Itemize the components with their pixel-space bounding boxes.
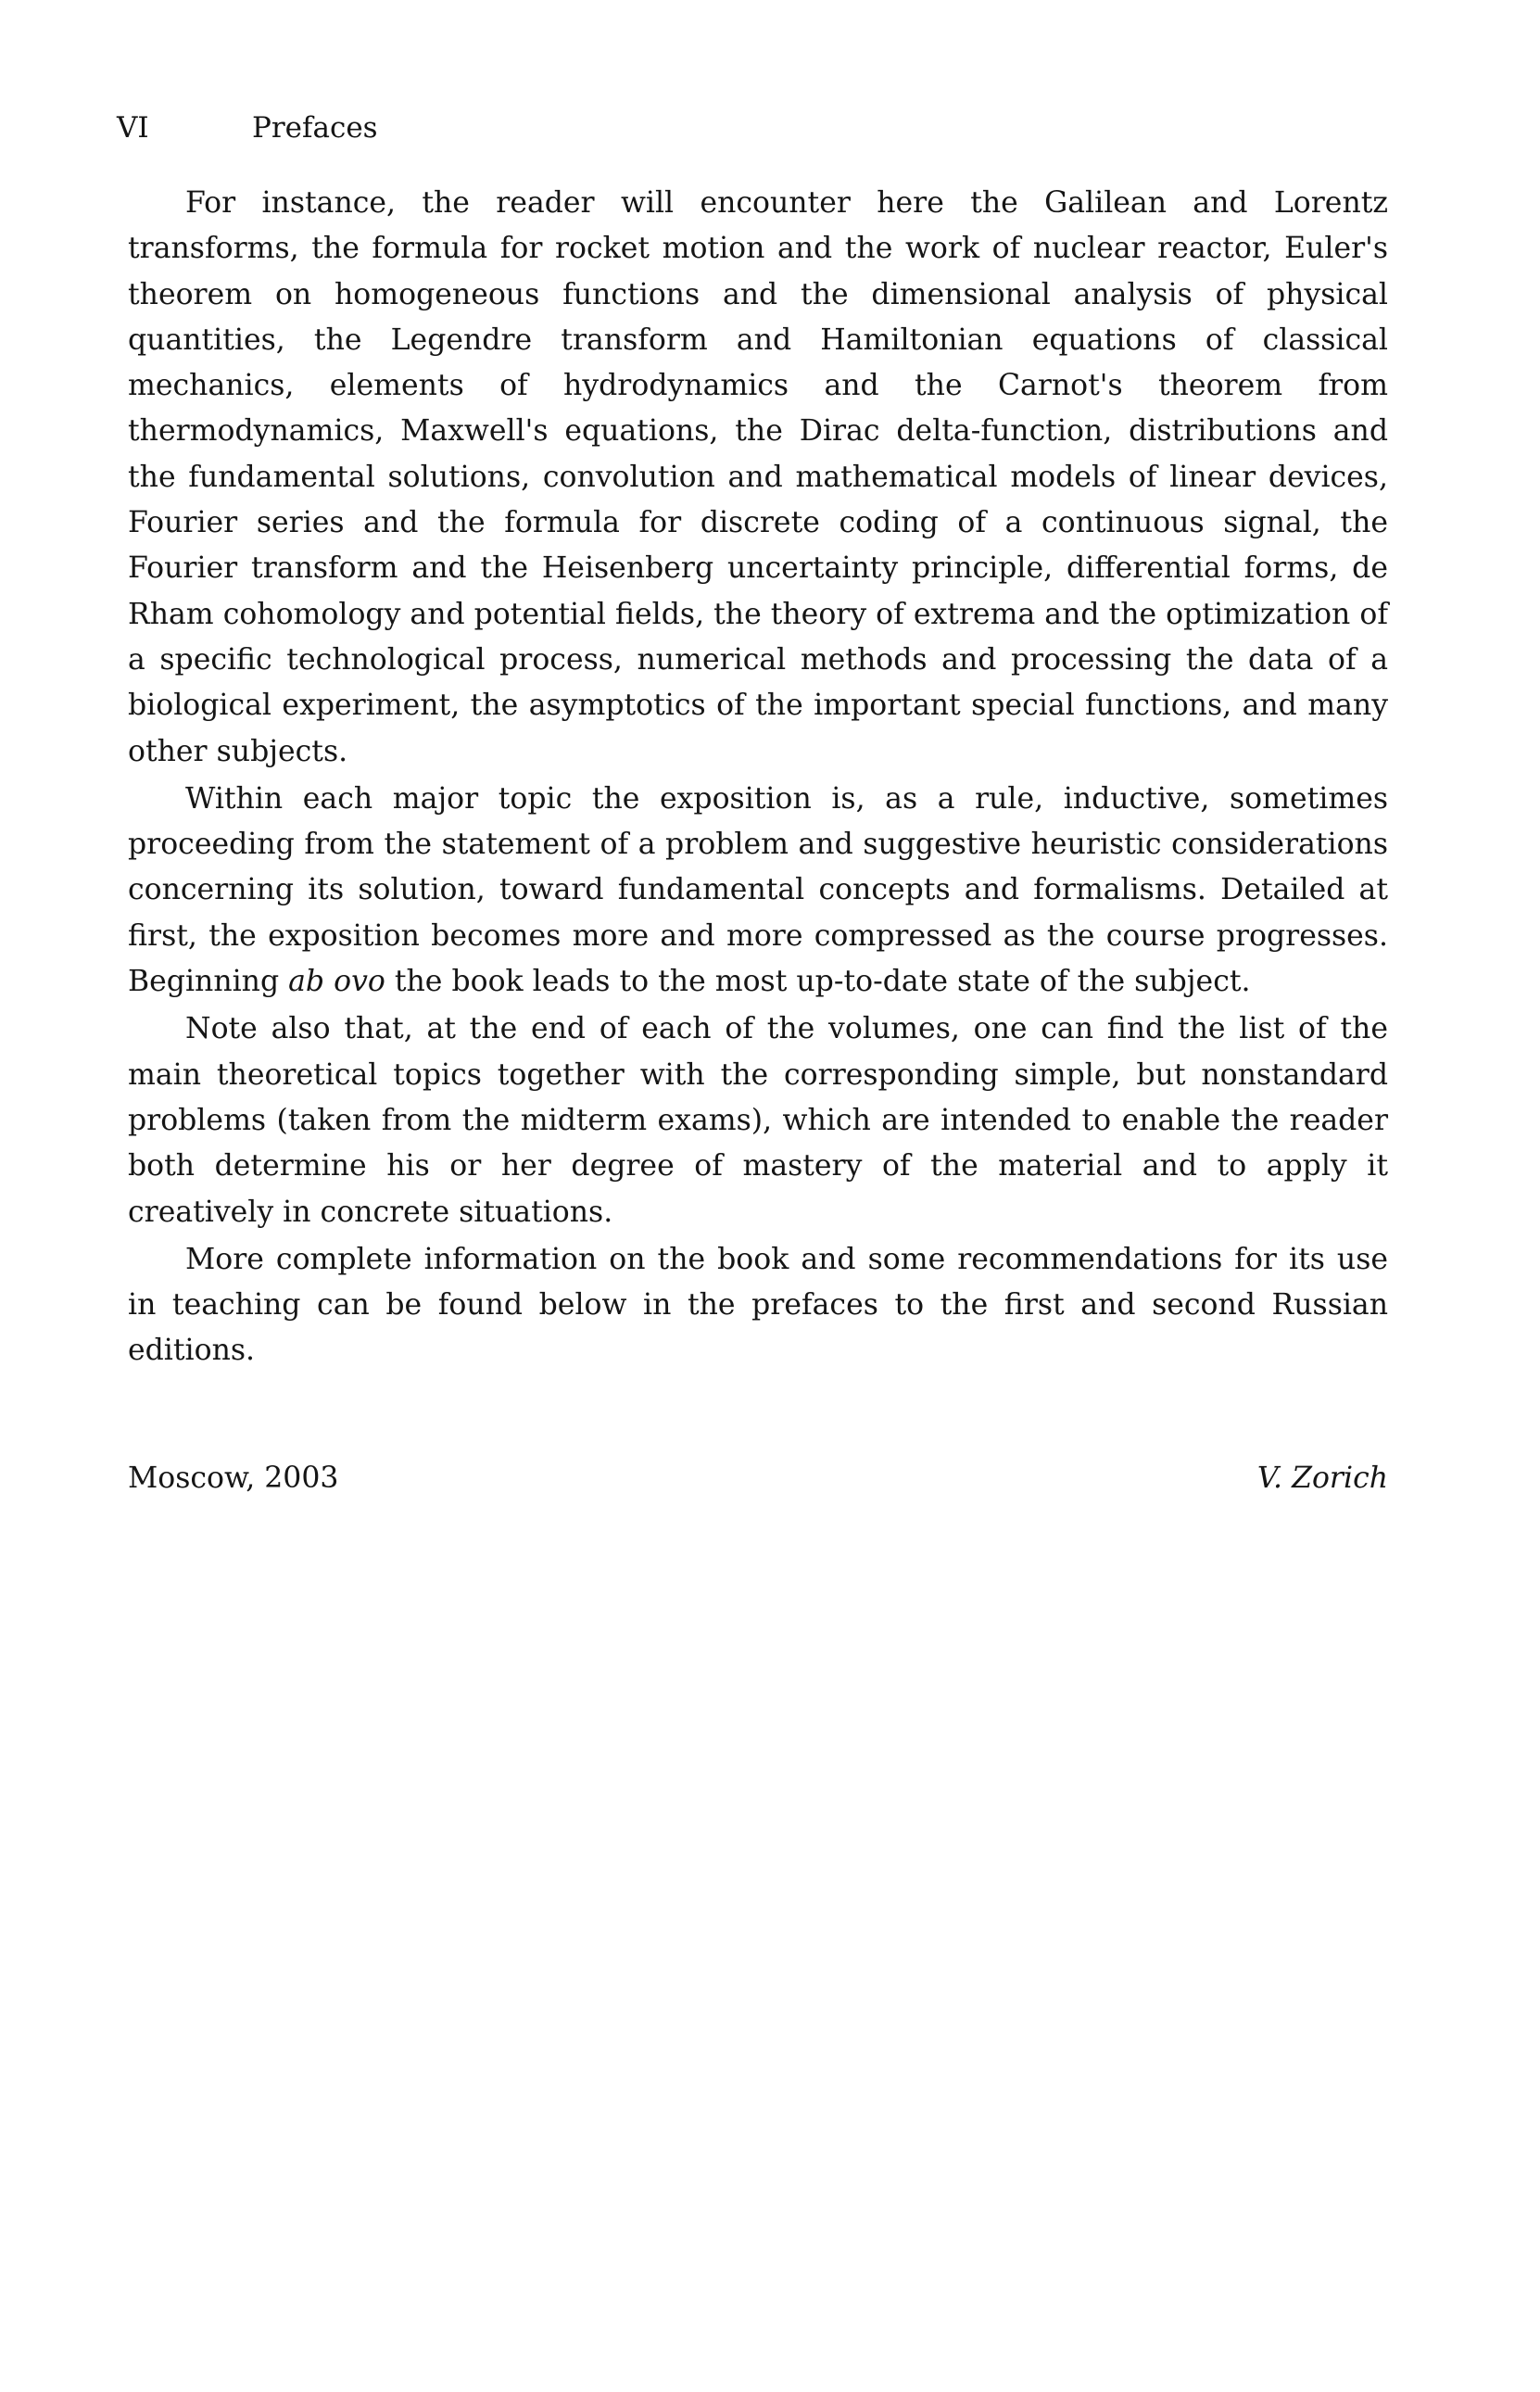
- paragraph-more-information: More complete information on the book and some recommendations for its use in teaching can be found below in the prefaces to the first and second Russian editions.: [128, 1242, 1388, 1368]
- signature-line: [128, 1460, 1388, 1497]
- section-title: Prefaces: [252, 111, 378, 145]
- page-number: VI: [117, 111, 149, 145]
- place-date: Moscow, 2003: [128, 1462, 339, 1495]
- paragraph-exposition-text-end: the book leads to the most up-to-date state of the subject.: [385, 965, 1251, 999]
- paragraph-topics: For instance, the reader will encounter here the Galilean and Lorentz transforms, the formula for rocket motion and the work of nuclear reactor, Euler's theorem on homogeneous functions and the dimensional analysis of physical quantities, the Legendre transform and Hamiltonian equations of classical mechanics, elements of hydrodynamics and the Carnot's theorem from thermodynamics, Maxwell's equations, the Dirac delta-function, distributions and the fundamental solutions, convolution and mathematical models of linear devices, Fourier series and the formula for discrete coding of a continuous signal, the Fourier transform and the Heisenberg uncertainty principle, differential forms, de Rham cohomology and potential fields, the theory of extrema and the optimization of a specific technological process, numerical methods and processing the data of a biological experiment, the asymptotics of the important special functions, and many other subjects.: [128, 186, 1388, 768]
- running-head: [117, 109, 378, 146]
- paragraph-exposition: [128, 777, 1388, 1005]
- ab-ovo-phrase: ab ovo: [288, 965, 385, 999]
- preface-body: [128, 181, 1388, 1374]
- author-name: V. Zorich: [1256, 1462, 1388, 1495]
- paragraph-problems: Note also that, at the end of each of the volumes, one can find the list of the main theoretical topics together with the corresponding simple, but nonstandard problems (taken from the midterm exams), which are intended to enable the reader both determine his or her degree of mastery of the material and to apply it creatively in concrete situations.: [128, 1012, 1388, 1229]
- paragraph-exposition-text-start: Within each major topic the exposition is, as a rule, inductive, sometimes proceeding from the statement of a problem and suggestive heuristic considerations concerning its solution, toward fundamental concepts and formalisms. Detailed at first, the exposition becomes more and more compressed as the course progresses. Beginning: [128, 781, 1388, 999]
